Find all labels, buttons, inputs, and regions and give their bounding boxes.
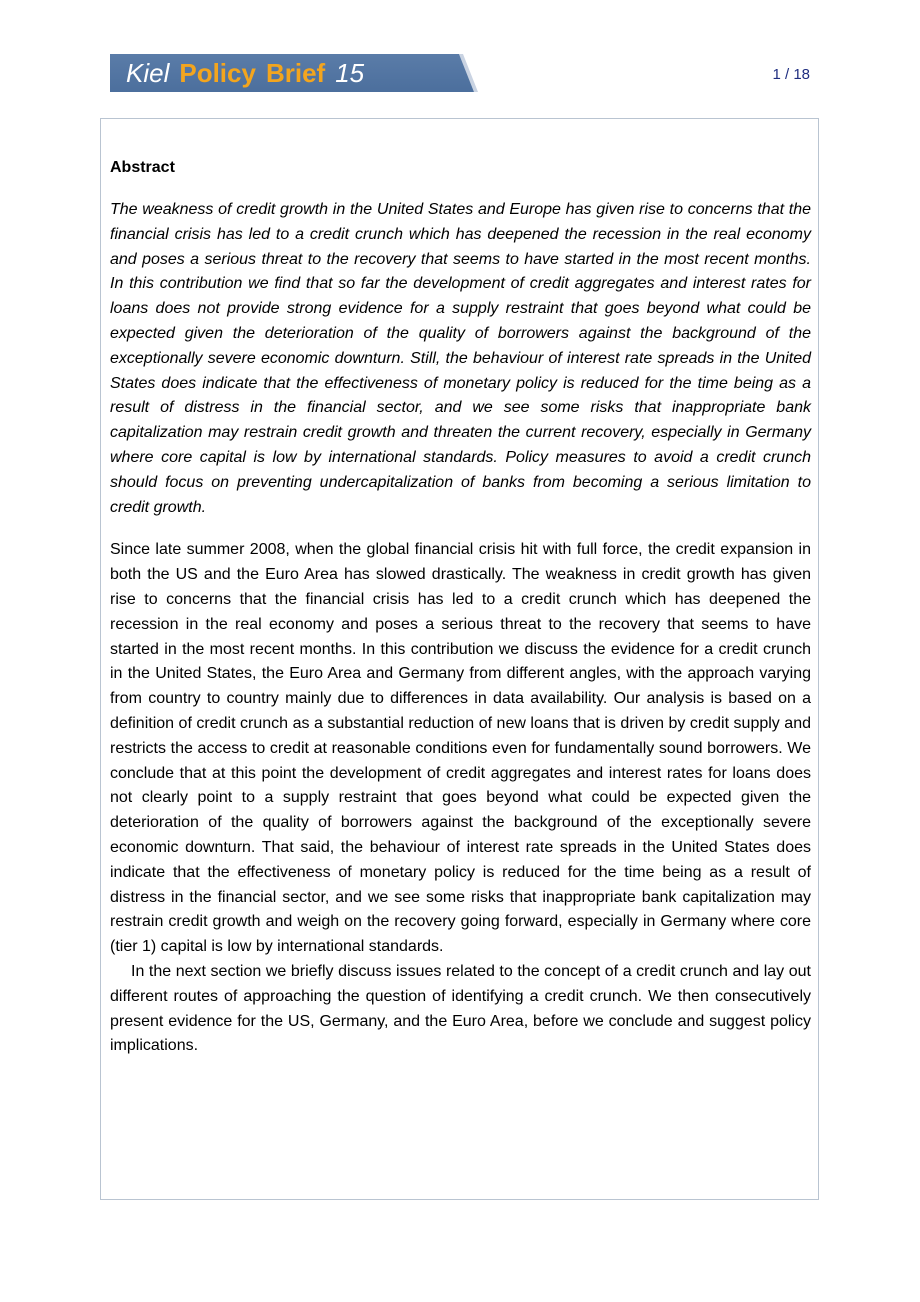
body-paragraph-2: In the next section we briefly discuss issues related to the concept of a credit crunch and lay out different routes of approaching the question of identifying a credit crunch. We then consecutively present evidence for the US, Germany, and the Euro Area, before we conclude and suggest policy implications. — [110, 962, 811, 1055]
brand-number: 15 — [335, 58, 365, 88]
abstract-text: The weakness of credit growth in the United States and Europe has given rise to concerns that the financial crisis has led to a credit crunch which has deepened the recession in the real economy and poses a serious threat to the recovery that seems to have started in the most recent months. In this contribution we find that so far the development of credit aggregates and interest rates for loans does not provide strong evidence for a supply restraint that goes beyond what could be expected given the deterioration of the quality of borrowers against the background of the exceptionally severe economic downturn. Still, the behaviour of interest rate spreads in the United States does indicate that the effectiveness of monetary policy is reduced for the time being as a result of distress in the financial sector, and we see some risks that inappropriate bank capitalization may restrain credit growth and threaten the current recovery, especially in Germany where core capital is low by international standards. Policy measures to avoid a credit crunch should focus on preventing undercapitalization of banks from becoming a serious limitation to credit growth. — [110, 201, 811, 516]
document-body — [110, 156, 811, 1059]
brand-brief: Brief — [265, 58, 326, 88]
abstract-heading: Abstract — [110, 159, 175, 176]
brand-kiel: Kiel — [126, 58, 170, 88]
body-paragraph-1: Since late summer 2008, when the global financial crisis hit with full force, the credit expansion in both the US and the Euro Area has slowed drastically. The weakness in credit growth has given rise to concerns that the financial crisis has led to a credit crunch which has deepened the recession in the real economy and poses a serious threat to the recovery that seems to have started in the most recent months. In this contribution we discuss the evidence for a credit crunch in the United States, the Euro Area and Germany from different angles, with the approach varying from country to country mainly due to differences in data availability. Our analysis is based on a definition of credit crunch as a substantial reduction of new loans that is driven by credit supply and restricts the access to credit at reasonable conditions even for fundamentally sound borrowers. We conclude that at this point the development of credit aggregates and interest rates for loans does not clearly point to a supply restraint that goes beyond what could be expected given the deterioration of the quality of borrowers against the background of the exceptionally severe economic downturn. That said, the behaviour of interest rate spreads in the United States does indicate that the effectiveness of monetary policy is reduced for the time being as a result of distress in the financial sector, and we see some risks that inappropriate bank capitalization may restrain credit growth and weigh on the recovery going forward, especially in Germany where core (tier 1) capital is low by international standards. — [110, 541, 811, 956]
series-logo — [126, 57, 364, 89]
page-indicator: 1 / 18 — [772, 66, 810, 83]
brand-policy: Policy — [179, 58, 256, 88]
